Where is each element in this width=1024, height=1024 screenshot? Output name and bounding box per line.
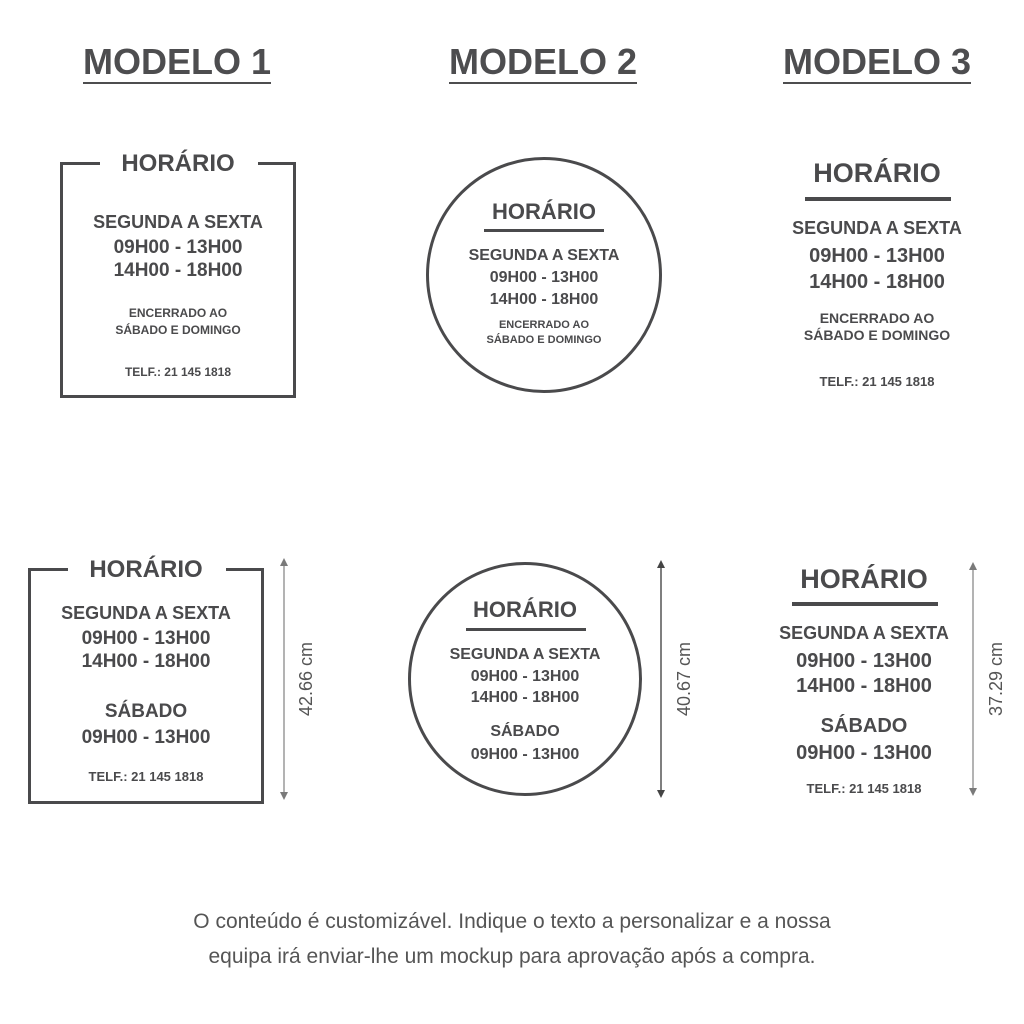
model-3-title: MODELO 3	[782, 41, 971, 82]
closed-line-1: ENCERRADO AO	[819, 310, 935, 326]
closed-line-2: SÁBADO E DOMINGO	[115, 323, 241, 337]
morning-hours: 09H00 - 13H00	[470, 668, 580, 685]
morning-hours: 09H00 - 13H00	[796, 650, 932, 672]
sign-model-2-closed-weekend	[426, 157, 662, 393]
afternoon-hours: 14H00 - 18H00	[113, 260, 243, 281]
phone: TELF.: 21 145 1818	[819, 374, 935, 389]
weekdays-label: SEGUNDA A SEXTA	[792, 218, 962, 238]
weekdays-label: SEGUNDA A SEXTA	[468, 247, 620, 264]
saturday-label: SÁBADO	[490, 723, 560, 740]
closed-line-2: SÁBADO E DOMINGO	[803, 327, 951, 343]
weekdays-label: SEGUNDA A SEXTA	[93, 212, 263, 232]
footer-note-line-1: O conteúdo é customizável. Indique o texto a personalizar e a nossa	[193, 910, 831, 933]
saturday-hours: 09H00 - 13H00	[470, 746, 580, 763]
morning-hours: 09H00 - 13H00	[113, 237, 243, 258]
dimension-label-model-1: 42.66 cm	[296, 641, 316, 717]
model-1-title: MODELO 1	[82, 41, 271, 82]
sign-model-1-saturday	[28, 556, 264, 804]
dimension-arrow-model-3	[963, 560, 983, 798]
afternoon-hours: 14H00 - 18H00	[809, 271, 945, 293]
saturday-label: SÁBADO	[104, 701, 188, 722]
sign-model-2-saturday	[408, 562, 642, 796]
afternoon-hours: 14H00 - 18H00	[489, 291, 599, 308]
model-2-title: MODELO 2	[448, 41, 637, 82]
heading: HORÁRIO	[473, 597, 577, 622]
heading: HORÁRIO	[800, 564, 928, 594]
dimension-label-model-2: 40.67 cm	[674, 641, 694, 717]
weekdays-label: SEGUNDA A SEXTA	[61, 603, 231, 623]
weekdays-label: SEGUNDA A SEXTA	[449, 646, 601, 663]
footer-note-line-2: equipa irá enviar-lhe um mockup para aprovação após a compra.	[208, 945, 816, 968]
dimension-arrow-model-2	[651, 558, 671, 800]
sign-model-1-closed-weekend	[60, 150, 296, 398]
closed-line-2: SÁBADO E DOMINGO	[486, 334, 602, 346]
dimension-label-model-3: 37.29 cm	[986, 641, 1006, 717]
afternoon-hours: 14H00 - 18H00	[796, 675, 932, 697]
morning-hours: 09H00 - 13H00	[809, 245, 945, 267]
saturday-hours: 09H00 - 13H00	[796, 742, 932, 764]
heading: HORÁRIO	[121, 150, 235, 177]
heading: HORÁRIO	[492, 199, 596, 224]
sign-model-3-closed-weekend	[757, 156, 997, 396]
saturday-label: SÁBADO	[820, 715, 908, 737]
closed-line-1: ENCERRADO AO	[498, 319, 590, 331]
phone: TELF.: 21 145 1818	[806, 781, 922, 796]
heading: HORÁRIO	[89, 556, 203, 583]
heading: HORÁRIO	[813, 158, 941, 188]
closed-line-1: ENCERRADO AO	[128, 306, 228, 320]
morning-hours: 09H00 - 13H00	[81, 628, 211, 649]
dimension-arrow-model-1	[274, 556, 294, 802]
sign-model-3-saturday	[746, 562, 982, 802]
saturday-hours: 09H00 - 13H00	[81, 727, 211, 748]
phone: TELF.: 21 145 1818	[124, 365, 232, 379]
afternoon-hours: 14H00 - 18H00	[81, 651, 211, 672]
phone: TELF.: 21 145 1818	[88, 769, 204, 784]
weekdays-label: SEGUNDA A SEXTA	[779, 623, 949, 643]
morning-hours: 09H00 - 13H00	[489, 269, 599, 286]
afternoon-hours: 14H00 - 18H00	[470, 689, 580, 706]
